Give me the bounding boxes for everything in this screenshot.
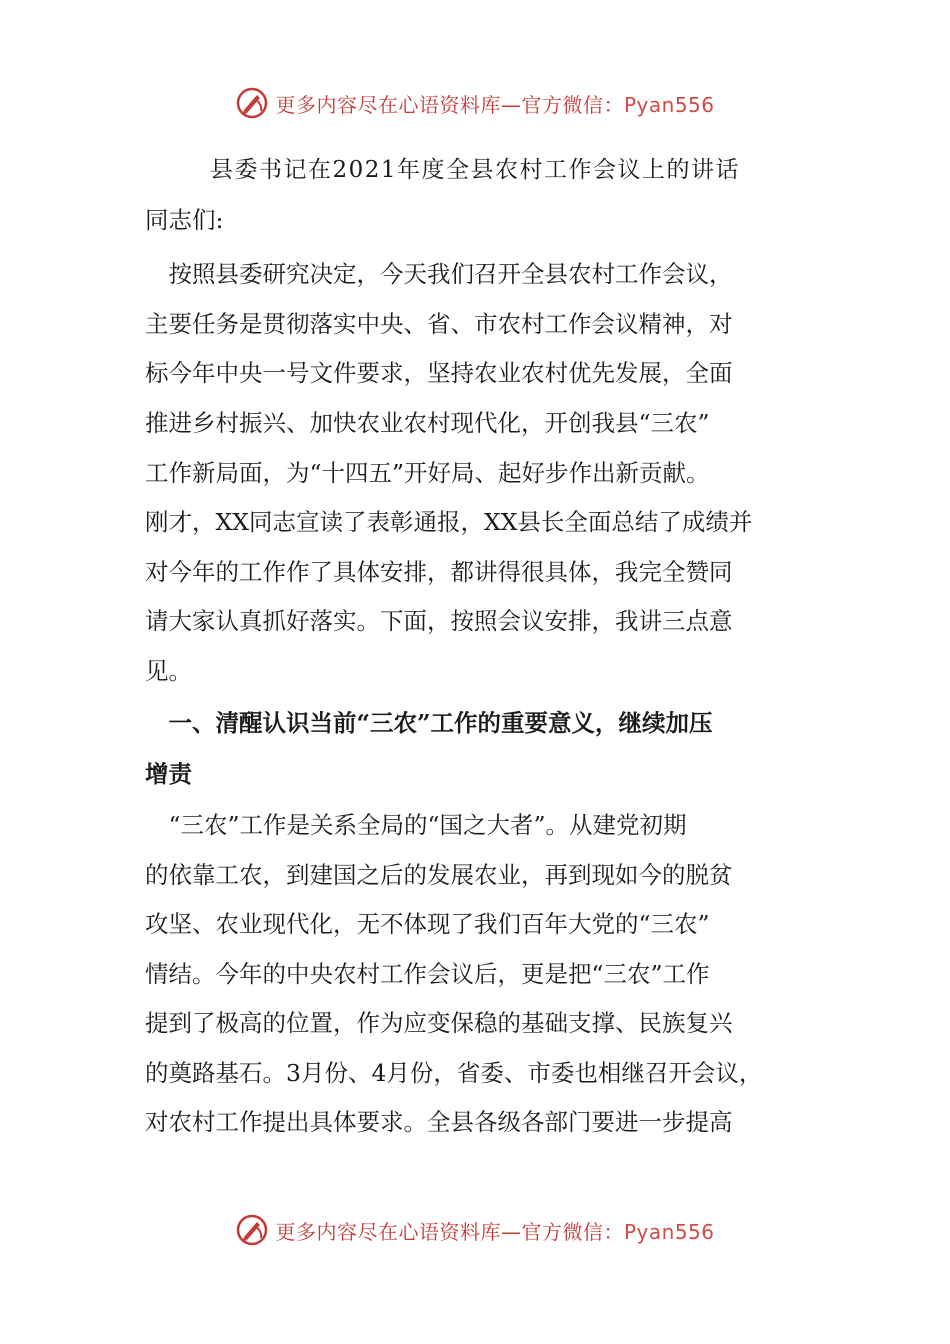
body-line: 同志们: bbox=[145, 206, 224, 234]
body-line: 请大家认真抓好落实。下面，按照会议安排，我讲三点意 bbox=[145, 607, 733, 635]
body-line: 工作新局面，为“十四五”开好局、起好步作出新贡献。 bbox=[145, 459, 710, 487]
wechat-id: Pyan556 bbox=[623, 92, 715, 117]
watermark-banner-bottom bbox=[0, 1210, 950, 1250]
body-line: 对农村工作提出具体要求。全县各级各部门要进一步提高 bbox=[145, 1108, 733, 1136]
body-line: 刚才，XX同志宣读了表彰通报，XX县长全面总结了成绩并 bbox=[145, 508, 753, 536]
body-line: 见。 bbox=[145, 657, 192, 685]
watermark-text: 更多内容尽在心语资料库—官方微信：Pyan556 bbox=[275, 92, 715, 117]
body-line: 情结。今年的中央农村工作会议后，更是把“三农”工作 bbox=[145, 960, 710, 988]
body-line: 的奠路基石。3月份、4月份，省委、市委也相继召开会议， bbox=[145, 1059, 763, 1087]
body-line: 标今年中央一号文件要求，坚持农业农村优先发展，全面 bbox=[145, 359, 733, 387]
body-line: 对今年的工作作了具体安排，都讲得很具体，我完全赞同 bbox=[145, 558, 733, 586]
wechat-id: Pyan556 bbox=[623, 1219, 715, 1244]
pen-logo-icon bbox=[235, 86, 269, 120]
pen-logo-icon bbox=[235, 1213, 269, 1247]
body-line: 主要任务是贯彻落实中央、省、市农村工作会议精神，对 bbox=[145, 310, 733, 338]
watermark-banner-top bbox=[0, 83, 950, 123]
body-line: 提到了极高的位置，作为应变保稳的基础支撑、民族复兴 bbox=[145, 1009, 733, 1037]
body-line: “三农”工作是关系全局的“国之大者”。从建党初期 bbox=[145, 811, 687, 839]
watermark-text: 更多内容尽在心语资料库—官方微信：Pyan556 bbox=[275, 1219, 715, 1244]
body-line: 按照县委研究决定，今天我们召开全县农村工作会议， bbox=[145, 260, 733, 288]
body-line: 的依靠工农，到建国之后的发展农业，再到现如今的脱贫 bbox=[145, 861, 733, 889]
section-heading: 一、清醒认识当前“三农”工作的重要意义，继续加压 bbox=[145, 709, 713, 737]
section-heading: 增责 bbox=[145, 760, 192, 788]
body-line: 推进乡村振兴、加快农业农村现代化，开创我县“三农” bbox=[145, 409, 710, 437]
body-line: 攻坚、农业现代化，无不体现了我们百年大党的“三农” bbox=[145, 910, 710, 938]
document-title: 县委书记在2021年度全县农村工作会议上的讲话 bbox=[209, 157, 741, 183]
